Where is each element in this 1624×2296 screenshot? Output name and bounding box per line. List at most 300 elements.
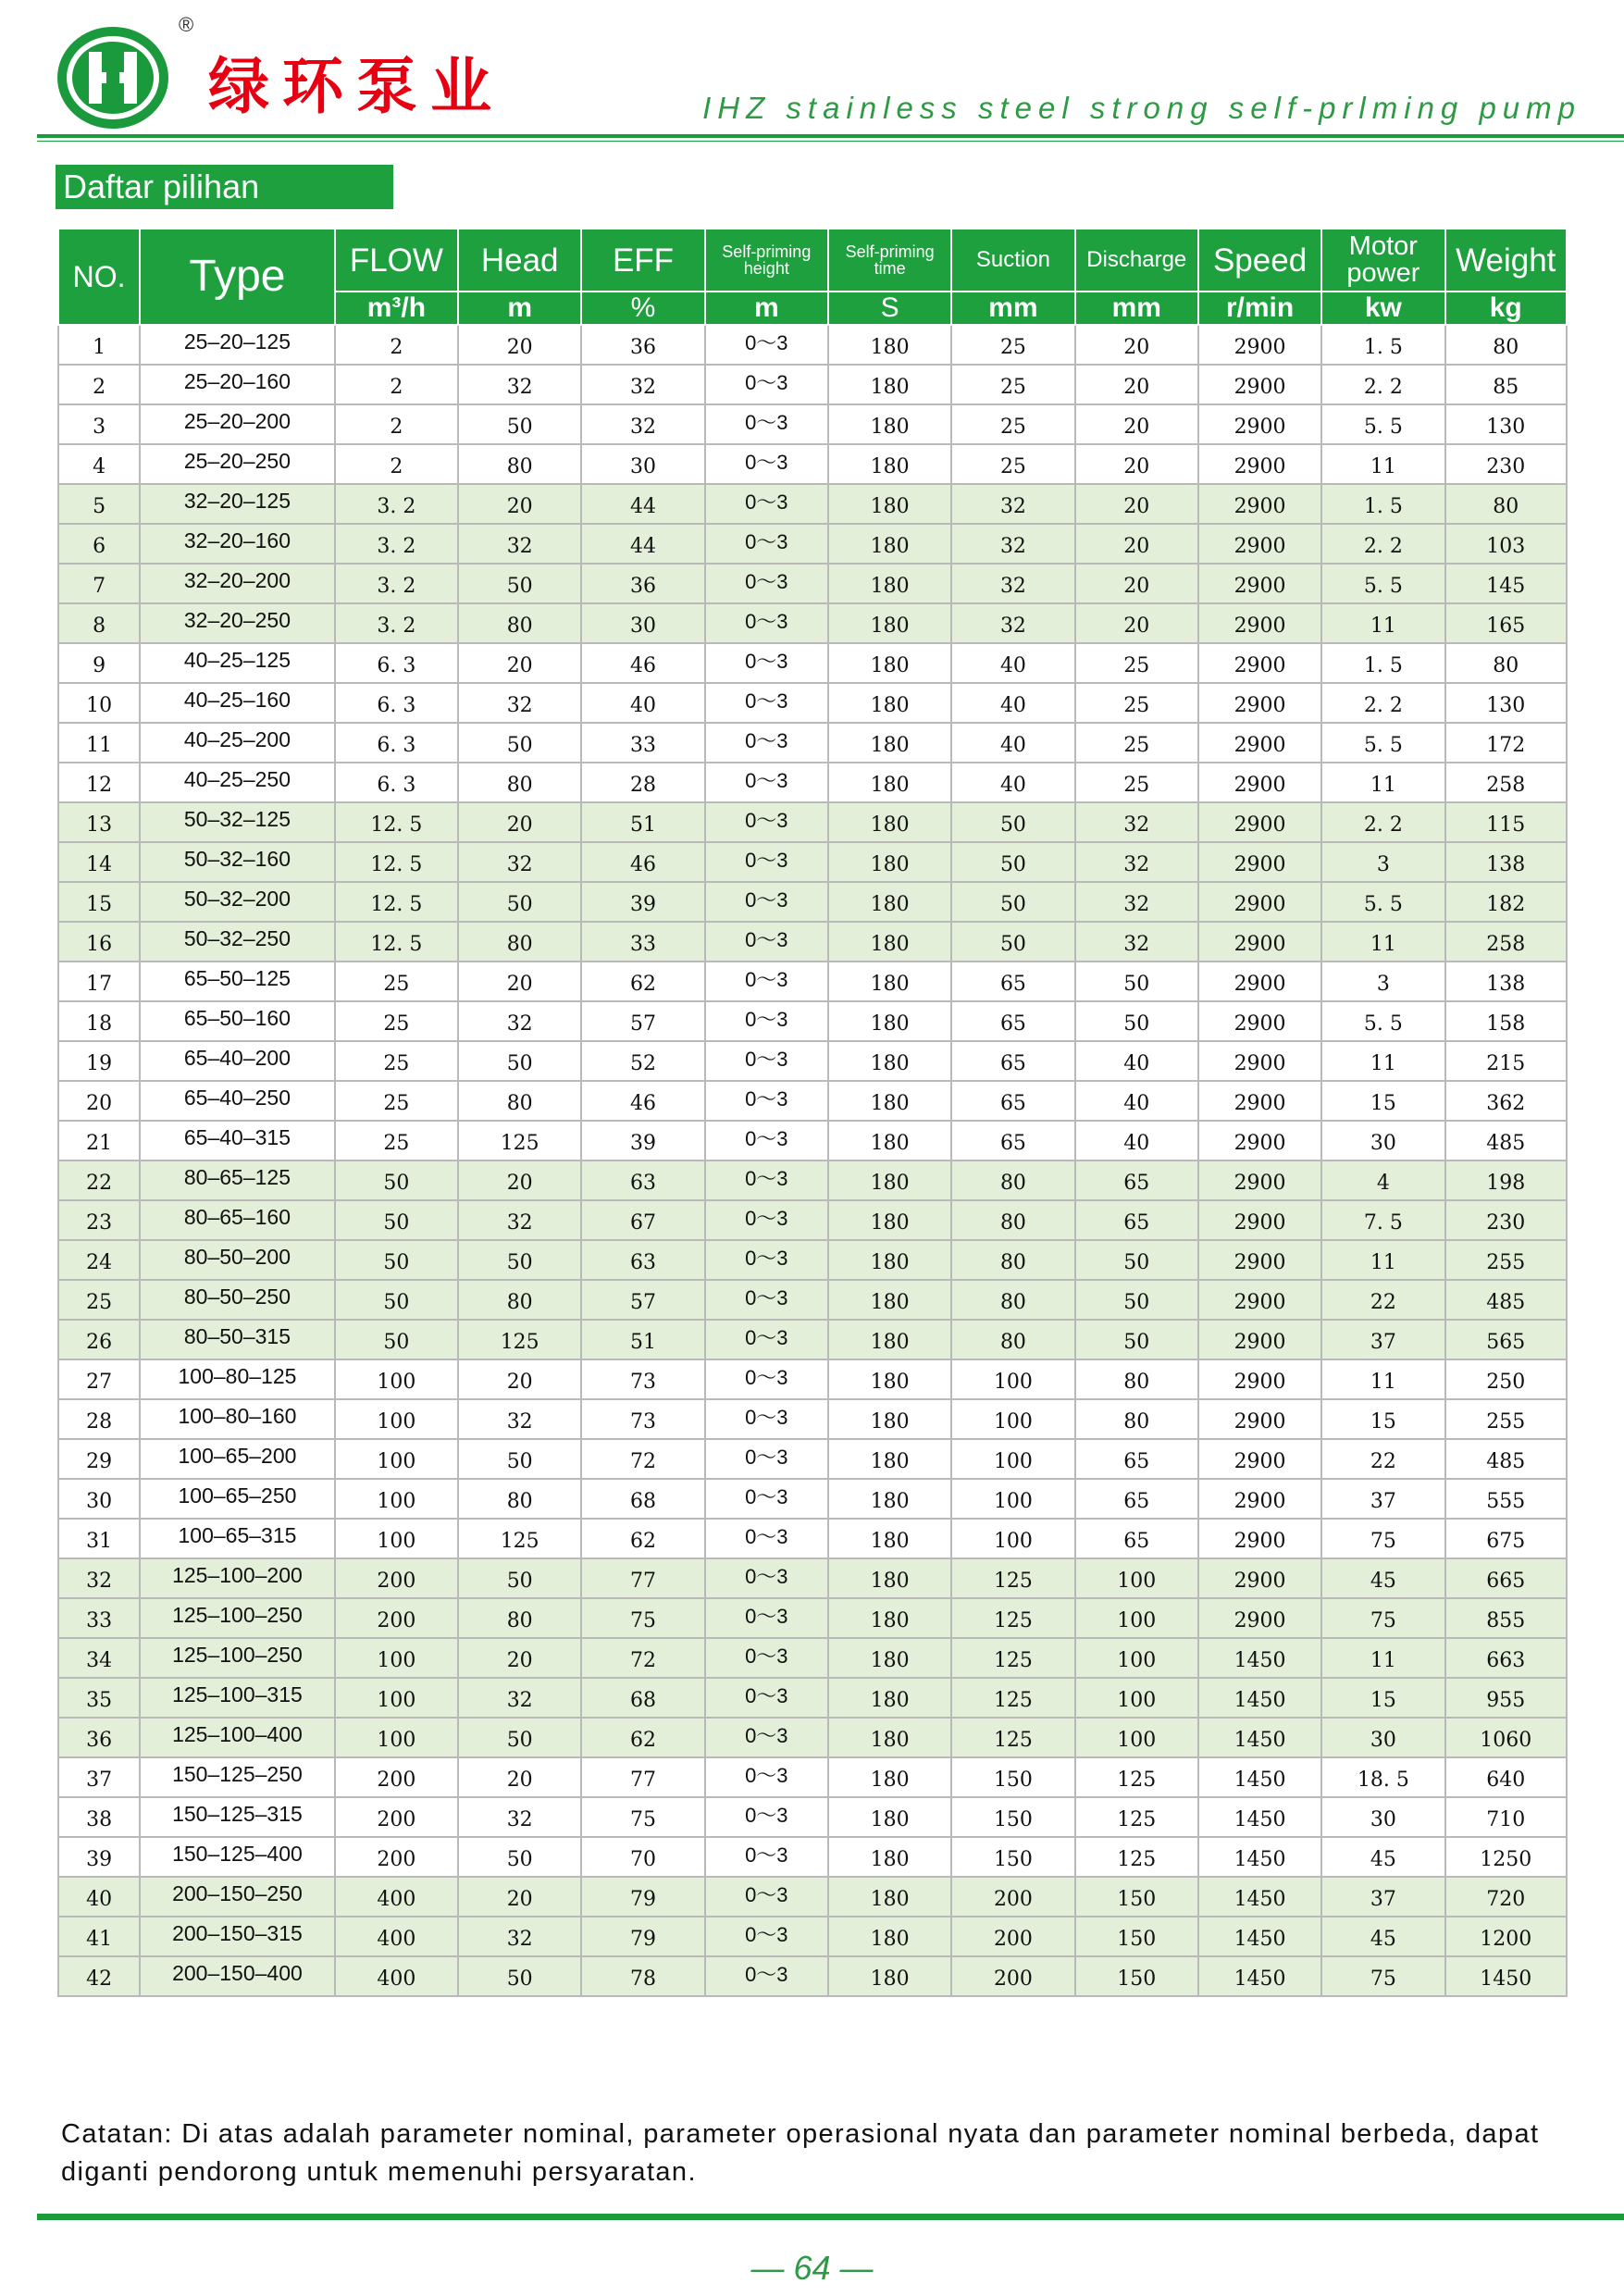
cell-no: 18 [58,1001,140,1041]
table-row [58,1718,1567,1757]
table-row [58,444,1567,484]
cell-no: 20 [58,1081,140,1121]
cell-head: 20 [458,1877,581,1917]
cell-speed: 2900 [1198,325,1321,365]
cell-sp-time: 180 [828,1917,951,1956]
cell-motor-power: 30 [1321,1718,1444,1757]
cell-speed: 2900 [1198,842,1321,882]
cell-flow: 3. 2 [335,524,458,564]
cell-type: 40–25–250 [140,763,335,802]
cell-discharge: 20 [1075,484,1198,524]
cell-speed: 1450 [1198,1877,1321,1917]
cell-type: 125–100–200 [140,1558,335,1598]
footnote: Catatan: Di atas adalah parameter nominal, parameter operasional nyata dan parameter nominal berbeda, dapat diganti pendorong untuk memenuhi persyaratan. [61,2119,1540,2187]
cell-no: 35 [58,1678,140,1718]
cell-sp-time: 180 [828,1877,951,1917]
cell-no: 23 [58,1200,140,1240]
cell-head: 50 [458,1439,581,1479]
cell-sp-height: 0～3 [705,1678,828,1718]
cell-sp-time: 180 [828,564,951,603]
brand-logo-icon [56,24,171,130]
cell-no: 38 [58,1797,140,1837]
cell-no: 30 [58,1479,140,1519]
cell-weight: 130 [1445,683,1567,723]
cell-suction: 125 [951,1718,1074,1757]
cell-motor-power: 75 [1321,1598,1444,1638]
cell-suction: 32 [951,564,1074,603]
cell-suction: 100 [951,1439,1074,1479]
cell-type: 65–50–160 [140,1001,335,1041]
cell-discharge: 50 [1075,1240,1198,1280]
cell-sp-time: 180 [828,1001,951,1041]
cell-no: 4 [58,444,140,484]
cell-speed: 2900 [1198,1081,1321,1121]
product-subtitle: IHZ stainless steel strong self-prlming pump [702,91,1581,125]
cell-sp-time: 180 [828,1598,951,1638]
cell-no: 2 [58,365,140,404]
cell-discharge: 40 [1075,1081,1198,1121]
cell-sp-time: 180 [828,1757,951,1797]
cell-suction: 25 [951,325,1074,365]
cell-motor-power: 3 [1321,962,1444,1001]
cell-eff: 62 [581,962,704,1001]
cell-motor-power: 11 [1321,444,1444,484]
table-row [58,922,1567,962]
col-self-priming-time: Self-priming time [828,229,951,292]
cell-discharge: 125 [1075,1797,1198,1837]
unit-self-priming-height: m [705,292,828,325]
cell-flow: 25 [335,1041,458,1081]
cell-no: 9 [58,643,140,683]
cell-sp-height: 0～3 [705,1797,828,1837]
cell-motor-power: 5. 5 [1321,404,1444,444]
cell-motor-power: 3 [1321,842,1444,882]
cell-head: 50 [458,1240,581,1280]
cell-flow: 50 [335,1160,458,1200]
cell-no: 24 [58,1240,140,1280]
cell-discharge: 50 [1075,1001,1198,1041]
cell-discharge: 125 [1075,1837,1198,1877]
cell-eff: 62 [581,1718,704,1757]
cell-motor-power: 15 [1321,1678,1444,1718]
cell-head: 50 [458,404,581,444]
table-row [58,1439,1567,1479]
table-row [58,1519,1567,1558]
cell-weight: 230 [1445,444,1567,484]
cell-suction: 65 [951,1001,1074,1041]
cell-eff: 79 [581,1917,704,1956]
cell-head: 50 [458,882,581,922]
cell-weight: 80 [1445,484,1567,524]
cell-speed: 2900 [1198,1041,1321,1081]
cell-no: 27 [58,1359,140,1399]
cell-weight: 555 [1445,1479,1567,1519]
cell-type: 50–32–250 [140,922,335,962]
cell-speed: 2900 [1198,484,1321,524]
cell-type: 80–50–200 [140,1240,335,1280]
cell-no: 19 [58,1041,140,1081]
cell-head: 20 [458,484,581,524]
cell-head: 20 [458,325,581,365]
cell-head: 80 [458,1081,581,1121]
cell-speed: 2900 [1198,802,1321,842]
cell-no: 1 [58,325,140,365]
col-no: NO. [58,229,140,325]
cell-type: 125–100–400 [140,1718,335,1757]
cell-head: 20 [458,1638,581,1678]
cell-sp-time: 180 [828,1399,951,1439]
cell-motor-power: 11 [1321,1041,1444,1081]
cell-sp-height: 0～3 [705,1956,828,1996]
cell-speed: 2900 [1198,365,1321,404]
cell-flow: 6. 3 [335,763,458,802]
cell-eff: 78 [581,1956,704,1996]
cell-suction: 200 [951,1956,1074,1996]
cell-head: 125 [458,1519,581,1558]
cell-flow: 200 [335,1598,458,1638]
cell-speed: 2900 [1198,444,1321,484]
cell-flow: 400 [335,1917,458,1956]
cell-type: 150–125–315 [140,1797,335,1837]
cell-motor-power: 30 [1321,1121,1444,1160]
table-row [58,365,1567,404]
cell-type: 32–20–250 [140,603,335,643]
cell-no: 15 [58,882,140,922]
cell-flow: 6. 3 [335,683,458,723]
cell-type: 80–65–160 [140,1200,335,1240]
cell-speed: 2900 [1198,1479,1321,1519]
cell-suction: 125 [951,1598,1074,1638]
cell-sp-time: 180 [828,1240,951,1280]
cell-sp-height: 0～3 [705,1598,828,1638]
cell-no: 40 [58,1877,140,1917]
cell-flow: 100 [335,1439,458,1479]
cell-type: 25–20–160 [140,365,335,404]
cell-no: 37 [58,1757,140,1797]
cell-type: 25–20–200 [140,404,335,444]
table-body [58,325,1567,1996]
cell-no: 16 [58,922,140,962]
cell-weight: 172 [1445,723,1567,763]
cell-flow: 2 [335,325,458,365]
cell-no: 3 [58,404,140,444]
cell-sp-height: 0～3 [705,1001,828,1041]
cell-discharge: 25 [1075,643,1198,683]
cell-weight: 85 [1445,365,1567,404]
cell-suction: 150 [951,1757,1074,1797]
cell-suction: 65 [951,1041,1074,1081]
cell-eff: 40 [581,683,704,723]
cell-speed: 1450 [1198,1956,1321,1996]
cell-sp-time: 180 [828,1519,951,1558]
cell-eff: 51 [581,802,704,842]
cell-speed: 2900 [1198,1439,1321,1479]
cell-head: 50 [458,1837,581,1877]
cell-no: 29 [58,1439,140,1479]
cell-speed: 1450 [1198,1718,1321,1757]
cell-suction: 80 [951,1320,1074,1359]
cell-flow: 12. 5 [335,802,458,842]
cell-suction: 32 [951,524,1074,564]
cell-weight: 80 [1445,325,1567,365]
table-row [58,524,1567,564]
cell-suction: 150 [951,1797,1074,1837]
cell-type: 100–80–125 [140,1359,335,1399]
cell-weight: 138 [1445,962,1567,1001]
cell-head: 20 [458,802,581,842]
cell-weight: 485 [1445,1121,1567,1160]
cell-flow: 3. 2 [335,484,458,524]
cell-eff: 33 [581,922,704,962]
cell-flow: 200 [335,1558,458,1598]
cell-head: 50 [458,1558,581,1598]
cell-weight: 675 [1445,1519,1567,1558]
cell-speed: 2900 [1198,922,1321,962]
cell-sp-time: 180 [828,1041,951,1081]
cell-eff: 32 [581,404,704,444]
cell-head: 125 [458,1320,581,1359]
cell-sp-height: 0～3 [705,1558,828,1598]
cell-sp-time: 180 [828,643,951,683]
cell-motor-power: 11 [1321,1240,1444,1280]
cell-suction: 100 [951,1399,1074,1439]
cell-weight: 1450 [1445,1956,1567,1996]
cell-weight: 145 [1445,564,1567,603]
cell-suction: 32 [951,484,1074,524]
cell-speed: 1450 [1198,1837,1321,1877]
cell-motor-power: 45 [1321,1837,1444,1877]
cell-sp-height: 0～3 [705,723,828,763]
cell-discharge: 20 [1075,603,1198,643]
table-row [58,325,1567,365]
cell-sp-height: 0～3 [705,1041,828,1081]
cell-no: 25 [58,1280,140,1320]
cell-eff: 79 [581,1877,704,1917]
cell-motor-power: 7. 5 [1321,1200,1444,1240]
table-row [58,1280,1567,1320]
table-row [58,1041,1567,1081]
cell-weight: 165 [1445,603,1567,643]
footer-rule [37,2214,1624,2220]
cell-head: 80 [458,922,581,962]
cell-motor-power: 30 [1321,1797,1444,1837]
table-row [58,603,1567,643]
cell-flow: 50 [335,1320,458,1359]
table-row [58,1797,1567,1837]
cell-suction: 40 [951,643,1074,683]
cell-discharge: 100 [1075,1718,1198,1757]
cell-suction: 25 [951,404,1074,444]
cell-head: 32 [458,1917,581,1956]
table-row [58,1359,1567,1399]
cell-sp-time: 180 [828,1797,951,1837]
cell-eff: 46 [581,643,704,683]
cell-type: 50–32–160 [140,842,335,882]
cell-flow: 12. 5 [335,842,458,882]
cell-flow: 100 [335,1519,458,1558]
cell-weight: 130 [1445,404,1567,444]
cell-speed: 1450 [1198,1678,1321,1718]
cell-suction: 125 [951,1638,1074,1678]
cell-weight: 565 [1445,1320,1567,1359]
cell-flow: 100 [335,1479,458,1519]
cell-weight: 720 [1445,1877,1567,1917]
cell-no: 12 [58,763,140,802]
cell-sp-time: 180 [828,1121,951,1160]
cell-eff: 68 [581,1479,704,1519]
table-row [58,484,1567,524]
cell-no: 22 [58,1160,140,1200]
col-self-priming-height: Self-priming height [705,229,828,292]
cell-suction: 65 [951,962,1074,1001]
brand-name: 绿环泵业 [208,50,504,122]
cell-eff: 75 [581,1797,704,1837]
cell-weight: 710 [1445,1797,1567,1837]
cell-sp-time: 180 [828,882,951,922]
cell-discharge: 40 [1075,1121,1198,1160]
cell-motor-power: 75 [1321,1519,1444,1558]
table-row [58,1240,1567,1280]
cell-type: 100–80–160 [140,1399,335,1439]
cell-discharge: 65 [1075,1479,1198,1519]
cell-discharge: 65 [1075,1519,1198,1558]
cell-suction: 50 [951,842,1074,882]
cell-weight: 115 [1445,802,1567,842]
cell-sp-height: 0～3 [705,1280,828,1320]
cell-motor-power: 37 [1321,1877,1444,1917]
cell-head: 80 [458,1598,581,1638]
cell-weight: 80 [1445,643,1567,683]
cell-type: 125–100–250 [140,1598,335,1638]
cell-sp-time: 180 [828,842,951,882]
cell-type: 65–40–200 [140,1041,335,1081]
cell-type: 100–65–250 [140,1479,335,1519]
cell-head: 50 [458,1956,581,1996]
cell-suction: 32 [951,603,1074,643]
cell-no: 41 [58,1917,140,1956]
cell-flow: 200 [335,1757,458,1797]
cell-speed: 1450 [1198,1797,1321,1837]
cell-type: 125–100–250 [140,1638,335,1678]
cell-flow: 6. 3 [335,643,458,683]
cell-sp-time: 180 [828,1160,951,1200]
cell-no: 28 [58,1399,140,1439]
cell-weight: 1200 [1445,1917,1567,1956]
cell-weight: 485 [1445,1439,1567,1479]
cell-no: 39 [58,1837,140,1877]
cell-flow: 100 [335,1359,458,1399]
cell-sp-height: 0～3 [705,1399,828,1439]
brand-logo [56,24,171,130]
cell-motor-power: 11 [1321,1638,1444,1678]
cell-motor-power: 15 [1321,1081,1444,1121]
cell-sp-time: 180 [828,683,951,723]
cell-weight: 230 [1445,1200,1567,1240]
table-row [58,1200,1567,1240]
cell-discharge: 20 [1075,404,1198,444]
cell-weight: 103 [1445,524,1567,564]
cell-sp-height: 0～3 [705,444,828,484]
cell-discharge: 65 [1075,1200,1198,1240]
cell-flow: 200 [335,1837,458,1877]
cell-weight: 215 [1445,1041,1567,1081]
cell-suction: 200 [951,1877,1074,1917]
cell-discharge: 25 [1075,683,1198,723]
cell-suction: 65 [951,1121,1074,1160]
col-suction: Suction [951,229,1074,292]
cell-eff: 30 [581,603,704,643]
cell-eff: 46 [581,842,704,882]
cell-type: 50–32–125 [140,802,335,842]
header-rule [37,134,1624,138]
cell-sp-height: 0～3 [705,1439,828,1479]
cell-discharge: 25 [1075,723,1198,763]
cell-type: 200–150–315 [140,1917,335,1956]
cell-type: 40–25–125 [140,643,335,683]
cell-motor-power: 75 [1321,1956,1444,1996]
table-row [58,1917,1567,1956]
table-row [58,1081,1567,1121]
cell-motor-power: 5. 5 [1321,1001,1444,1041]
cell-sp-height: 0～3 [705,1877,828,1917]
cell-motor-power: 2. 2 [1321,802,1444,842]
cell-eff: 57 [581,1280,704,1320]
cell-speed: 2900 [1198,1200,1321,1240]
cell-speed: 2900 [1198,683,1321,723]
cell-sp-height: 0～3 [705,1718,828,1757]
cell-suction: 100 [951,1519,1074,1558]
cell-weight: 255 [1445,1399,1567,1439]
cell-flow: 100 [335,1718,458,1757]
cell-discharge: 20 [1075,365,1198,404]
cell-head: 32 [458,1399,581,1439]
unit-motor-power: kw [1321,292,1444,325]
cell-sp-height: 0～3 [705,365,828,404]
table-row [58,1678,1567,1718]
cell-speed: 2900 [1198,564,1321,603]
cell-eff: 73 [581,1399,704,1439]
table-row [58,404,1567,444]
col-weight: Weight [1445,229,1567,292]
cell-motor-power: 2. 2 [1321,683,1444,723]
cell-speed: 1450 [1198,1917,1321,1956]
cell-no: 13 [58,802,140,842]
cell-flow: 12. 5 [335,922,458,962]
cell-speed: 2900 [1198,1280,1321,1320]
cell-suction: 50 [951,802,1074,842]
cell-discharge: 150 [1075,1956,1198,1996]
cell-sp-height: 0～3 [705,1638,828,1678]
cell-no: 6 [58,524,140,564]
cell-speed: 2900 [1198,723,1321,763]
cell-type: 80–50–250 [140,1280,335,1320]
cell-weight: 138 [1445,842,1567,882]
cell-head: 32 [458,1678,581,1718]
cell-speed: 2900 [1198,1320,1321,1359]
cell-head: 80 [458,603,581,643]
cell-suction: 40 [951,763,1074,802]
cell-sp-time: 180 [828,1479,951,1519]
cell-discharge: 100 [1075,1598,1198,1638]
cell-suction: 50 [951,882,1074,922]
cell-suction: 25 [951,444,1074,484]
col-type: Type [140,229,335,325]
cell-eff: 44 [581,484,704,524]
cell-motor-power: 11 [1321,922,1444,962]
unit-head: m [458,292,581,325]
cell-suction: 80 [951,1200,1074,1240]
cell-suction: 200 [951,1917,1074,1956]
